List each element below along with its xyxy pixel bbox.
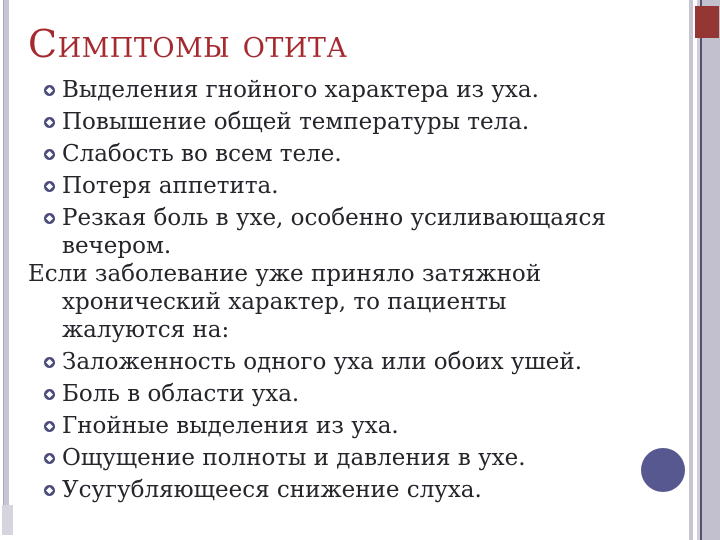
bullet-item (28, 444, 688, 472)
slide-title: Симптомы отита (28, 22, 348, 66)
right-edge-dark-line (700, 0, 702, 540)
bullet-item-text: Слабость во всем теле. (62, 141, 342, 167)
bullet-item-text: Резкая боль в ухе, особенно усиливающаяся (62, 205, 606, 231)
ring-bullet-icon (44, 117, 55, 128)
ring-bullet-icon (44, 453, 55, 464)
left-edge-line (3, 0, 9, 535)
bullet-item-text: Ощущение полноты и давления в ухе. (62, 445, 526, 471)
left-edge-foot-segment (2, 505, 13, 535)
bullet-item-wrap-line (28, 232, 688, 260)
paragraph-text: хронический характер, то пациенты (62, 289, 507, 315)
ring-bullet-icon (44, 181, 55, 192)
right-edge-line-outer (689, 0, 693, 540)
bullet-item-text: Повышение общей температуры тела. (62, 109, 530, 135)
bullet-item (28, 76, 688, 104)
accent-square (695, 6, 719, 38)
bullet-item (28, 140, 688, 168)
bullet-item (28, 476, 688, 504)
bullet-item (28, 412, 688, 440)
ring-bullet-icon (44, 485, 55, 496)
bullet-item-text: вечером. (62, 233, 172, 259)
bullet-item (28, 204, 688, 232)
ring-bullet-icon (44, 149, 55, 160)
bullet-item-text: Гнойные выделения из уха. (62, 413, 399, 439)
paragraph-text: Если заболевание уже приняло затяжной (28, 261, 542, 287)
ring-bullet-icon (44, 421, 55, 432)
bullet-item-text: Выделения гнойного характера из уха. (62, 77, 539, 103)
slide-body (28, 76, 688, 504)
ring-bullet-icon (44, 357, 55, 368)
bullet-item (28, 172, 688, 200)
paragraph-line (28, 288, 688, 316)
bullet-item (28, 348, 688, 376)
paragraph-line (28, 316, 688, 344)
paragraph-text: жалуются на: (62, 317, 230, 343)
bullet-item (28, 380, 688, 408)
bullet-item-text: Потеря аппетита. (62, 173, 279, 199)
bullet-item (28, 108, 688, 136)
paragraph-line (28, 260, 688, 288)
ring-bullet-icon (44, 389, 55, 400)
bullet-item-text: Заложенность одного уха или обоих ушей. (62, 349, 583, 375)
ring-bullet-icon (44, 213, 55, 224)
bullet-item-text: Боль в области уха. (62, 381, 300, 407)
ring-bullet-icon (44, 85, 55, 96)
bullet-item-text: Усугубляющееся снижение слуха. (62, 477, 482, 503)
